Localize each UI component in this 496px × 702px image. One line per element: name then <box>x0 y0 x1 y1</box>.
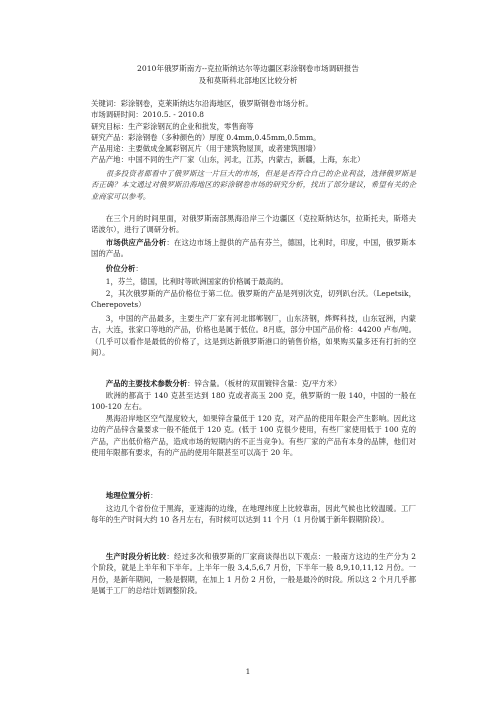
intro-paragraph: 很多投资者都看中了俄罗斯这一片巨大的市场，但是是否符合自己的企业利益，选择俄罗斯是否正确？本文通过对俄罗斯沿海地区的彩涂钢卷市场的研究分析，找出了部分建议，希望有关的企业商家可以参考。 <box>91 169 416 201</box>
tech-heading-paragraph <box>91 378 416 389</box>
time-text: ：经过多次和俄罗斯的厂家商谈得出以下观点：一般南方这边的生产分为 2 个阶段，就是上半年和下半年。上半年一般 3,4,5,6,7 月份，下半年一般 8,9,10,11,12 月份。一月份，是新年期间，一般是假期，在加上 1 月份 2 月份，一般是最冷的时段。所以这 2 个月几乎都是属于工厂的总结计划调整阶段。 <box>91 552 416 595</box>
tech-text: ：锌含量。（板材的双面镀锌含量：克/平方米） <box>187 379 342 388</box>
price-item-2: 2，其次俄罗斯的产品价格位于第二位。俄罗斯的产品是列别次克，切列趴台沃。（Lepetsik， Cherepovets） <box>91 289 416 310</box>
meta-product-origin: 产品产地：中国不同的生产厂家（山东，河北，江苏，内蒙古，新疆，上海，东北） <box>91 155 365 165</box>
meta-block <box>91 98 416 166</box>
price-heading-paragraph <box>91 263 416 274</box>
tech-heading: 产品的主要技术参数分析 <box>105 379 188 388</box>
price-heading: 价位分析 <box>105 264 136 273</box>
document-title-line1: 2010年俄罗斯南方--克拉斯纳达尔等边疆区彩涂钢卷市场调研报告 <box>137 64 359 73</box>
meta-research-target: 研究目标：生产彩涂钢瓦的企业和批发，零售商等 <box>91 121 254 131</box>
time-heading: 生产时段分析比较 <box>105 552 167 561</box>
supply-heading: 市场供应产品分析 <box>105 238 167 247</box>
tech-paragraph-2: 黑海沿岸地区空气湿度较大，如果锌含量低于 120 克，对产品的使用年限会产生影响。因此这边的产品锌含量要求一般不能低于 120 克。(低于 100 克很少使用，有些厂家使用低于 100 克的产品，产出低价格产品，造成市场的短期内的不正当竞争)。有些厂家的产品有本身的品牌，他们对使用年限都有要求，有的产品的使用年限甚至可以高于 20 年。 <box>91 414 416 457</box>
survey-paragraph: 在三个月的时间里面，对俄罗斯南部黑海沿岸三个边疆区（克拉斯纳达尔，拉斯托夫，斯塔夫诺波尔），进行了调研分析。 <box>91 214 416 235</box>
tech-paragraph-1: 欧洲的都高于 140 克甚至达到 180 克或者高玉 200 克，俄罗斯的一般 140，中国的一般在 100-120 左右。 <box>91 391 416 412</box>
geo-paragraph: 这边几个省份位于黑海，亚速海的边缘，在地理纬度上比较靠南，因此气候也比较温暖。工厂每年的生产时间大约 10 各月左右，有时候可以达到 11 个月（1 月份属于新年假期阶段）。 <box>91 504 416 525</box>
geo-heading-paragraph <box>91 490 416 501</box>
price-item-3: 3，中国的产品最多，主要生产厂家有河北邯郸钢厂，山东济钢，烨辉科技，山东冠洲，内蒙古，大连，张家口等地的产品，价格也是属于低位。8月底，部分中国产品价格：44200 卢布/吨。（几乎可以看作是最低的价格了，这是到达新俄罗斯港口的销售价格，如果购买量多还有打折的空间）。 <box>91 314 416 357</box>
page-number: 1 <box>245 667 251 676</box>
time-paragraph <box>91 551 416 596</box>
geo-heading: 地理位置分析 <box>105 491 151 500</box>
meta-keywords: 关键词：彩涂钢卷，克莱斯纳达尔沿海地区，俄罗斯钢卷市场分析。 <box>91 99 313 108</box>
price-item-1: 1，芬兰，德国，比利时等欧洲国家的价格属于最高的。 <box>105 277 288 286</box>
meta-product-usage: 产品用途：主要做成金属彩钢瓦片（用于建筑物屋顶，或者建筑围墙） <box>91 144 321 154</box>
supply-paragraph <box>91 237 416 260</box>
meta-research-product: 研究产品：彩涂钢卷（多种颜色的）厚度 0.4mm,0.45mm,0.5mm。 <box>91 132 321 142</box>
price-heading-colon: ： <box>135 264 143 273</box>
geo-heading-colon: ： <box>150 491 158 500</box>
meta-survey-time: 市场调研时间：2010.5. - 2010.8 <box>91 110 205 120</box>
supply-text: ：在这边市场上提供的产品有芬兰，德国，比利时，印度，中国，俄罗斯本国的产品。 <box>91 238 416 259</box>
document-title-line2: 及和莫斯科北部地区比较分析 <box>198 76 298 85</box>
